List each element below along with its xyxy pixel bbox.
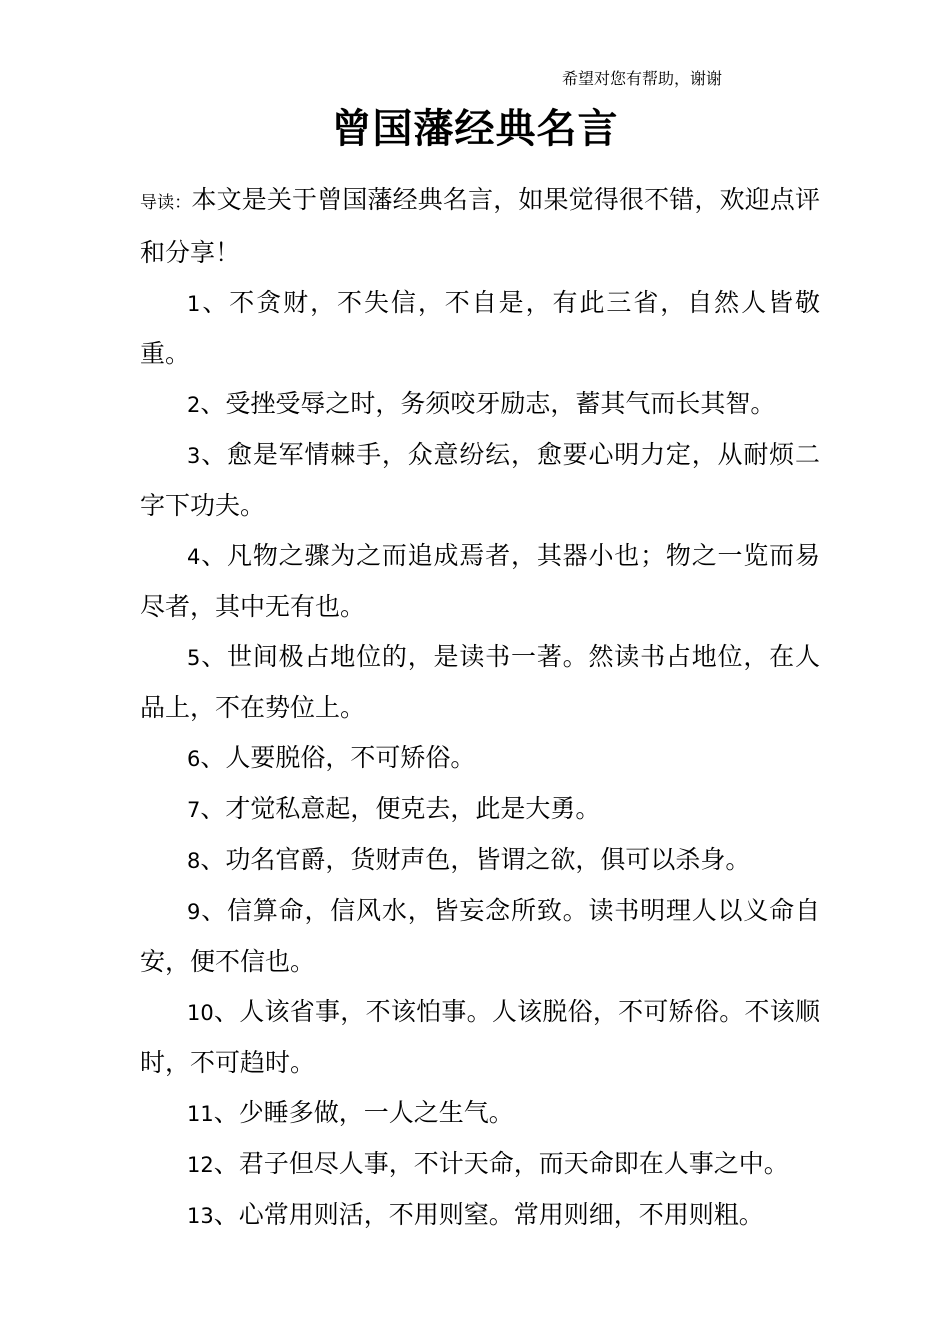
- quote-item: 4、凡物之骤为之而追成焉者，其器小也；物之一览而易尽者，其中无有也。: [140, 541, 820, 621]
- quote-item: 2、受挫受辱之时，务须咬牙励志，蓄其气而长其智。: [187, 389, 776, 418]
- quote-item: 10、人该省事，不该怕事。人该脱俗，不可矫俗。不该顺时，不可趋时。: [140, 997, 820, 1077]
- page-title: 曾国藩经典名言: [331, 106, 619, 152]
- quote-number: 7: [187, 798, 201, 822]
- quote-text: 人该省事，不该怕事。人该脱俗，不可矫俗。不该顺时，不可趋时。: [140, 997, 820, 1077]
- quote-text: 才觉私意起，便克去，此是大勇。: [225, 794, 601, 823]
- quote-text: 愈是军情棘手，众意纷纭，愈要心明力定，从耐烦二字下功夫。: [140, 440, 820, 520]
- intro-paragraph: [140, 175, 820, 278]
- intro-text: 本文是关于曾国藩经典名言，如果觉得很不错，欢迎点评和分享！: [140, 185, 820, 267]
- quote-item: 8、功名官爵，货财声色，皆谓之欲，俱可以杀身。: [187, 845, 751, 874]
- quote-text: 世间极占地位的，是读书一著。然读书占地位，在人品上，不在势位上。: [140, 642, 820, 722]
- quote-text: 受挫受辱之时，务须咬牙励志，蓄其气而长其智。: [225, 389, 776, 418]
- quote-number: 1: [187, 292, 201, 316]
- quote-number: 10: [187, 1001, 214, 1025]
- quote-item: 5、世间极占地位的，是读书一著。然读书占地位，在人品上，不在势位上。: [140, 642, 820, 722]
- quote-text: 不贪财，不失信，不自是，有此三省，自然人皆敬重。: [140, 288, 820, 368]
- quote-text: 心常用则活，不用则窒。常用则细，不用则粗。: [238, 1200, 764, 1229]
- quote-text: 凡物之骤为之而追成焉者，其器小也；物之一览而易尽者，其中无有也。: [140, 541, 820, 621]
- quote-text: 信算命，信风水，皆妄念所致。读书明理人以义命自安，便不信也。: [140, 896, 820, 976]
- quote-number: 8: [187, 849, 201, 873]
- quote-number: 5: [187, 646, 201, 670]
- quote-text: 功名官爵，货财声色，皆谓之欲，俱可以杀身。: [225, 845, 751, 874]
- quote-text: 少睡多做，一人之生气。: [238, 1098, 514, 1127]
- quote-item: 9、信算命，信风水，皆妄念所致。读书明理人以义命自安，便不信也。: [140, 896, 820, 976]
- quote-number: 12: [187, 1153, 214, 1177]
- quote-number: 13: [187, 1204, 214, 1228]
- header-note: 希望对您有帮助，谢谢: [562, 69, 723, 88]
- quote-item: 12、君子但尽人事，不计天命，而天命即在人事之中。: [187, 1149, 789, 1178]
- quote-text: 人要脱俗，不可矫俗。: [225, 743, 476, 772]
- quote-number: 11: [187, 1102, 214, 1126]
- quote-text: 君子但尽人事，不计天命，而天命即在人事之中。: [238, 1149, 789, 1178]
- intro-label: 导读：: [140, 193, 192, 213]
- quote-item: 6、人要脱俗，不可矫俗。: [187, 743, 476, 772]
- quote-number: 6: [187, 747, 201, 771]
- quote-item: 13、心常用则活，不用则窒。常用则细，不用则粗。: [187, 1200, 764, 1229]
- quote-number: 3: [187, 444, 201, 468]
- quote-item: 7、才觉私意起，便克去，此是大勇。: [187, 794, 601, 823]
- document-body: [140, 175, 820, 1241]
- quote-number: 9: [187, 900, 201, 924]
- quote-item: 3、愈是军情棘手，众意纷纭，愈要心明力定，从耐烦二字下功夫。: [140, 440, 820, 520]
- quote-number: 2: [187, 393, 201, 417]
- quote-item: 1、不贪财，不失信，不自是，有此三省，自然人皆敬重。: [140, 288, 820, 368]
- quote-number: 4: [187, 545, 201, 569]
- quote-item: 11、少睡多做，一人之生气。: [187, 1098, 514, 1127]
